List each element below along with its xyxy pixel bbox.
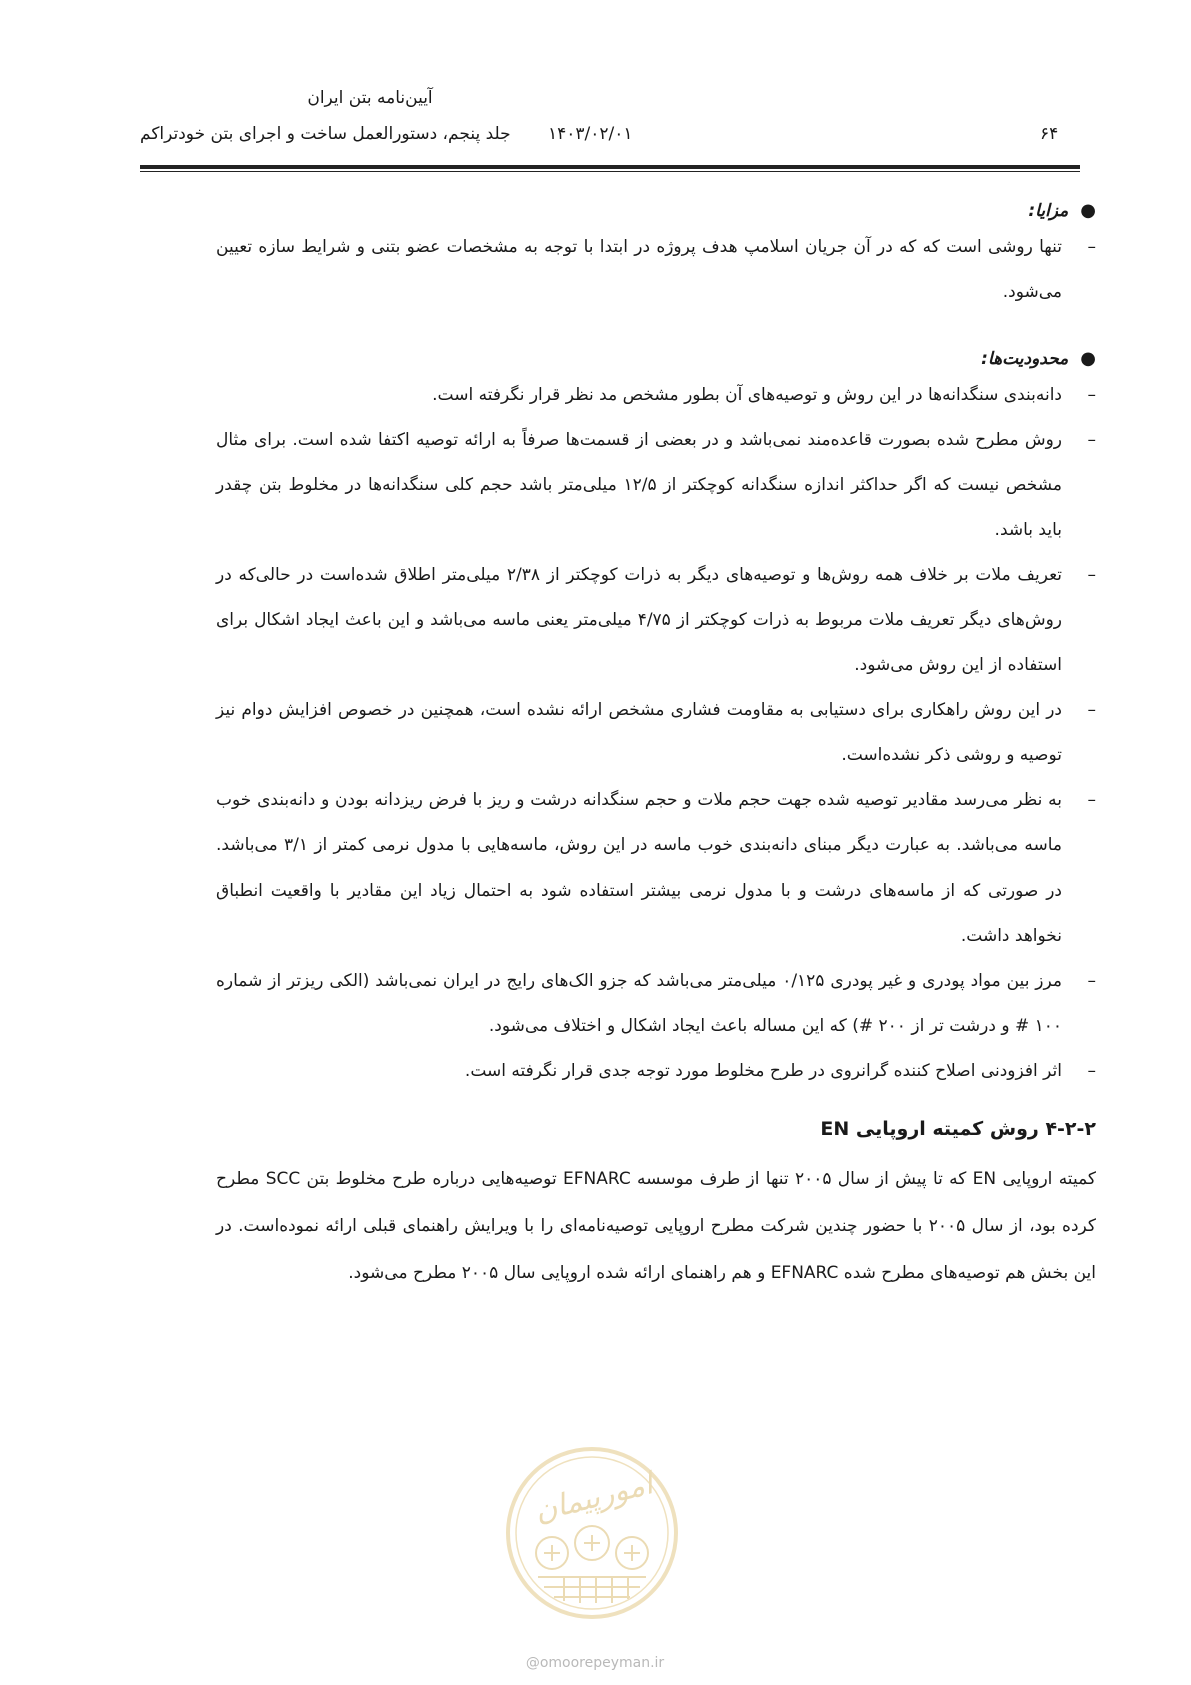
section-paragraph: کمیته اروپایی EN که تا پیش از سال ۲۰۰۵ تنها از طرف موسسه EFNARC توصیه‌هایی درباره طرح مخلوط بتن SCC مطرح کرده بود، از سال ۲۰۰۵ با حضور چندین شرکت مطرح اروپایی توصیه‌نامه‌ای را با ویرایش راهنمای قبلی ارائه نموده‌است. در این بخش هم توصیه‌های مطرح شده EFNARC و هم راهنمای ارائه شده اروپایی سال ۲۰۰۵ مطرح می‌شود. [216,1169,1096,1283]
book-title: آیین‌نامه بتن ایران [307,88,433,108]
dash-icon: – [1087,430,1096,451]
dash-icon: – [1087,700,1096,721]
bullet-icon: ● [1080,200,1096,221]
watermark-logo-icon [504,1445,680,1621]
watermark-url: @omoorepeyman.ir [525,1655,665,1671]
limitation-item: – تعریف ملات بر خلاف همه روش‌ها و توصیه‌های دیگر به ذرات کوچکتر از ۲/۳۸ میلی‌متر اطلاق شده‌است در حالی‌که در روش‌های دیگر تعریف ملات مربوط به ذرات کوچکتر از ۴/۷۵ میلی‌متر یعنی ماسه می‌باشد و این باعث ایجاد اشکال برای استفاده از این روش می‌شود. [216,553,1096,688]
dash-icon: – [1087,1060,1096,1081]
advantages-heading: ● مزایا: [1028,200,1096,221]
advantage-item: – تنها روشی است که که در آن جریان اسلامپ هدف پروژه در ابتدا با توجه به مشخصات عضو بتنی و شرایط سازه تعیین می‌شود. [216,225,1096,315]
header-rule-thick [140,165,1080,169]
advantages-section [216,200,1096,315]
svg-text:امورپیمان: امورپیمان [531,1466,657,1530]
dash-icon: – [1087,385,1096,405]
dash-icon: – [1087,565,1096,586]
header-rule-thin [140,171,1080,172]
bullet-icon: ● [1080,348,1096,369]
limitation-item: – مرز بین مواد پودری و غیر پودری ۰/۱۲۵ میلی‌متر می‌باشد که جزو الک‌های رایج در ایران نمی‌باشد (الکی ریزتر از شماره ۱۰۰ # و درشت تر از ۲۰۰ #) که این مساله باعث ایجاد اشکال و اختلاف می‌شود. [216,959,1096,1049]
page-number: ۶۴ [1040,124,1059,144]
section-heading: ۴-۲-۲ روش کمیته اروپایی EN [820,1118,1096,1140]
limitations-heading: ● محدودیت‌ها: [981,348,1096,369]
limitation-item: – روش مطرح شده بصورت قاعده‌مند نمی‌باشد و در بعضی از قسمت‌ها صرفاً به ارائه توصیه اکتفا شده است. برای مثال مشخص نیست که اگر حداکثر اندازه سنگدانه کوچکتر از ۱۲/۵ میلی‌متر باشد حجم کلی سنگدانه‌ها در مخلوط بتن چقدر باید باشد. [216,418,1096,553]
dash-icon: – [1087,970,1096,991]
en-method-section [216,1118,1096,1296]
limitation-item: – در این روش راهکاری برای دستیابی به مقاومت فشاری مشخص ارائه نشده است، همچنین در خصوص افزایش دوام نیز توصیه و روشی ذکر نشده‌است. [216,688,1096,778]
volume-subtitle: جلد پنجم، دستورالعمل ساخت و اجرای بتن خودتراکم [140,124,511,144]
dash-icon: – [1087,790,1096,811]
limitation-item: – به نظر می‌رسد مقادیر توصیه شده جهت حجم ملات و حجم سنگدانه درشت و ریز با فرض ریزدانه بودن و دانه‌بندی خوب ماسه می‌باشد. به عبارت دیگر مبنای دانه‌بندی خوب ماسه در این روش، ماسه‌هایی با مدول نرمی کمتر از ۳/۱ می‌باشد. در صورتی که از ماسه‌های درشت و با مدول نرمی بیشتر استفاده شود به احتمال زیاد این مقادیر با واقعیت انطباق نخواهد داشت. [216,778,1096,958]
dash-icon: – [1087,237,1096,257]
limitation-item: – دانه‌بندی سنگدانه‌ها در این روش و توصیه‌های آن بطور مشخص مد نظر قرار نگرفته است. [216,373,1096,418]
limitation-item: – اثر افزودنی اصلاح کننده گرانروی در طرح مخلوط مورد توجه جدی قرار نگرفته است. [216,1049,1096,1094]
revision-date: ۱۴۰۳/۰۲/۰۱ [548,124,633,144]
limitations-section [216,348,1096,1094]
